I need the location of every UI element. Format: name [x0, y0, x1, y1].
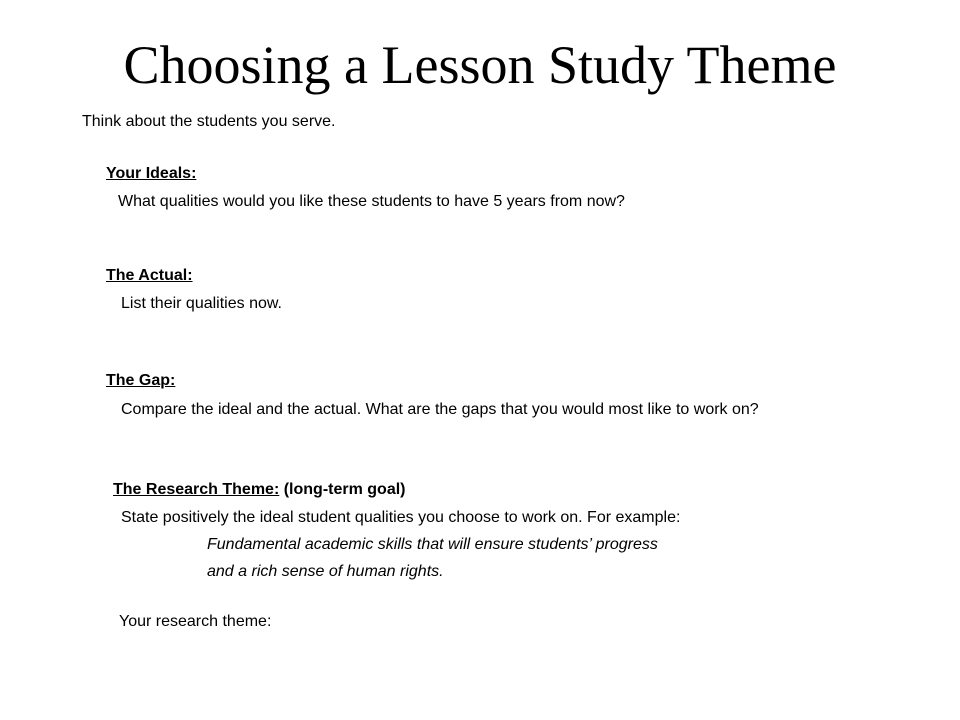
research-instruction: State positively the ideal student qualities you choose to work on. For example: [121, 509, 681, 526]
gap-heading-label: The Gap: [106, 372, 176, 389]
research-heading-note: (long-term goal) [279, 481, 406, 498]
ideals-question: What qualities would you like these students to have 5 years from now? [118, 193, 625, 210]
ideals-heading [106, 164, 196, 184]
slide-title: Choosing a Lesson Study Theme [123, 35, 837, 95]
actual-instruction: List their qualities now. [121, 295, 282, 312]
gap-heading [106, 371, 175, 391]
research-heading [113, 480, 406, 500]
intro-text: Think about the students you serve. [82, 113, 336, 130]
actual-heading [106, 266, 193, 286]
ideals-heading-label: Your Ideals: [106, 165, 197, 182]
actual-heading-label: The Actual: [106, 267, 193, 284]
gap-question: Compare the ideal and the actual. What are the gaps that you would most like to work on? [121, 401, 759, 418]
research-theme-prompt: Your research theme: [119, 613, 272, 630]
research-heading-label: The Research Theme: [113, 481, 280, 498]
research-example-line-2: and a rich sense of human rights. [207, 563, 444, 580]
research-example-line-1: Fundamental academic skills that will ensure students’ progress [207, 536, 658, 553]
